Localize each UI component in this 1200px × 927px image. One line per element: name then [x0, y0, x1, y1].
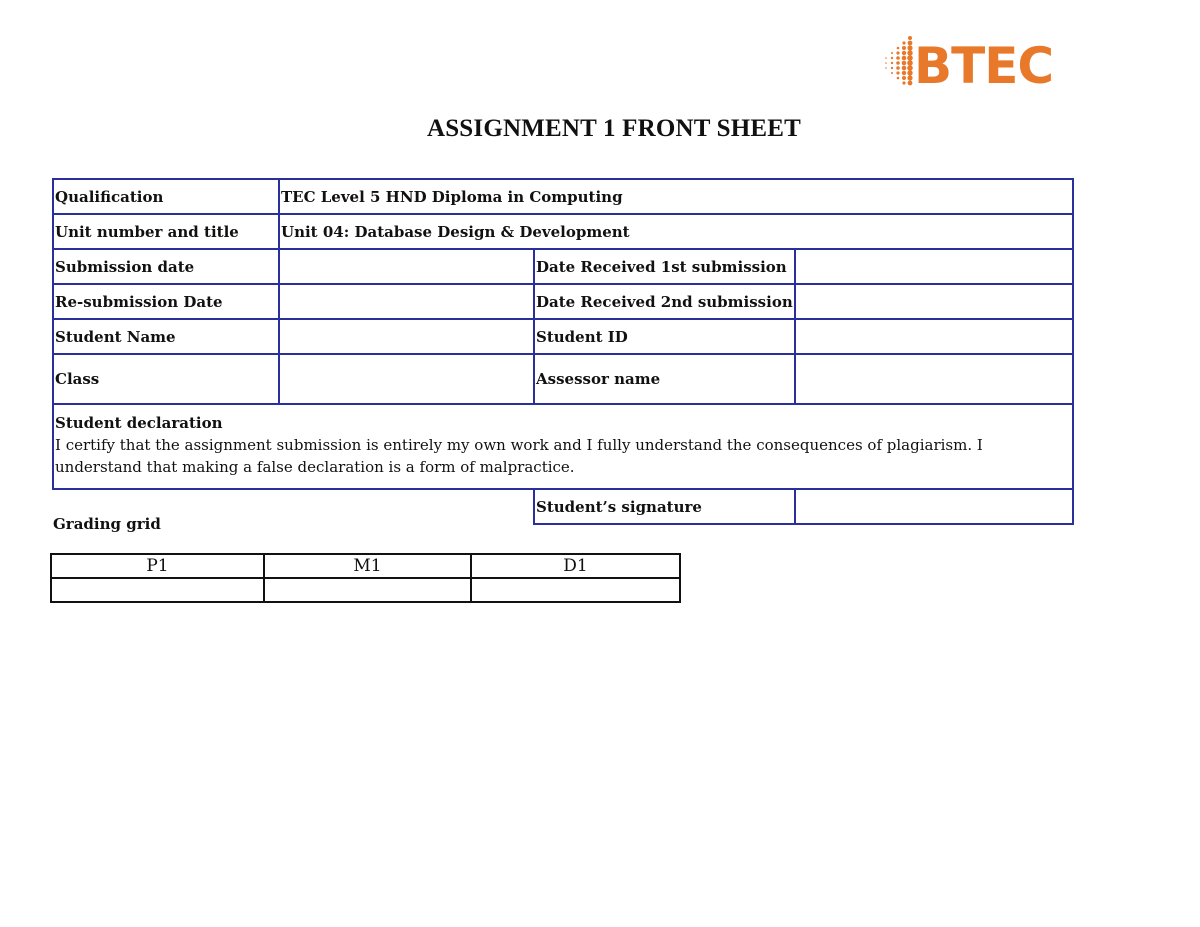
grade-header-m1: M1 — [264, 554, 471, 578]
assessor-name-field[interactable] — [795, 354, 1073, 404]
submission-date-field[interactable] — [279, 249, 534, 284]
front-sheet-table — [52, 178, 1074, 525]
date-received-2-label: Date Received 2nd submission — [534, 284, 795, 319]
unit-label: Unit number and title — [53, 214, 279, 249]
grade-header-d1: D1 — [471, 554, 680, 578]
signature-label: Student’s signature — [534, 489, 795, 524]
resubmission-date-label: Re-submission Date — [53, 284, 279, 319]
grade-header-p1: P1 — [51, 554, 264, 578]
signature-field[interactable] — [795, 489, 1073, 524]
declaration-row — [53, 404, 1073, 489]
student-id-field[interactable] — [795, 319, 1073, 354]
submission-date-label: Submission date — [53, 249, 279, 284]
student-name-field[interactable] — [279, 319, 534, 354]
signature-row — [53, 489, 1073, 524]
qualification-row — [53, 179, 1073, 214]
grading-grid-label: Grading grid — [53, 515, 161, 533]
date-received-1-label: Date Received 1st submission — [534, 249, 795, 284]
assessor-name-label: Assessor name — [534, 354, 795, 404]
unit-row — [53, 214, 1073, 249]
dot-pattern-icon — [885, 36, 913, 85]
class-label: Class — [53, 354, 279, 404]
student-declaration — [53, 404, 1073, 489]
qualification-value: TEC Level 5 HND Diploma in Computing — [279, 179, 1073, 214]
submission-date-row — [53, 249, 1073, 284]
grade-cell-d1[interactable] — [471, 578, 680, 602]
class-row — [53, 354, 1073, 404]
class-field[interactable] — [279, 354, 534, 404]
grading-value-row — [51, 578, 680, 602]
grading-grid — [50, 553, 681, 603]
grade-cell-m1[interactable] — [264, 578, 471, 602]
unit-value: Unit 04: Database Design & Development — [279, 214, 1073, 249]
btec-logo-text: BTEC — [914, 37, 1054, 93]
date-received-2-field[interactable] — [795, 284, 1073, 319]
student-name-label: Student Name — [53, 319, 279, 354]
date-received-1-field[interactable] — [795, 249, 1073, 284]
grading-header-row — [51, 554, 680, 578]
resubmission-date-field[interactable] — [279, 284, 534, 319]
qualification-label: Qualification — [53, 179, 279, 214]
btec-logo — [880, 33, 1070, 93]
resubmission-date-row — [53, 284, 1073, 319]
student-id-label: Student ID — [534, 319, 795, 354]
grade-cell-p1[interactable] — [51, 578, 264, 602]
declaration-title: Student declaration — [55, 414, 223, 432]
page-title: ASSIGNMENT 1 FRONT SHEET — [426, 115, 802, 142]
btec-logo-graphic — [880, 33, 1070, 93]
declaration-text: I certify that the assignment submission is entirely my own work and I fully understand the consequences of plagiarism. I understand that making a false declaration is a form of malpractice. — [55, 436, 983, 476]
student-name-row — [53, 319, 1073, 354]
